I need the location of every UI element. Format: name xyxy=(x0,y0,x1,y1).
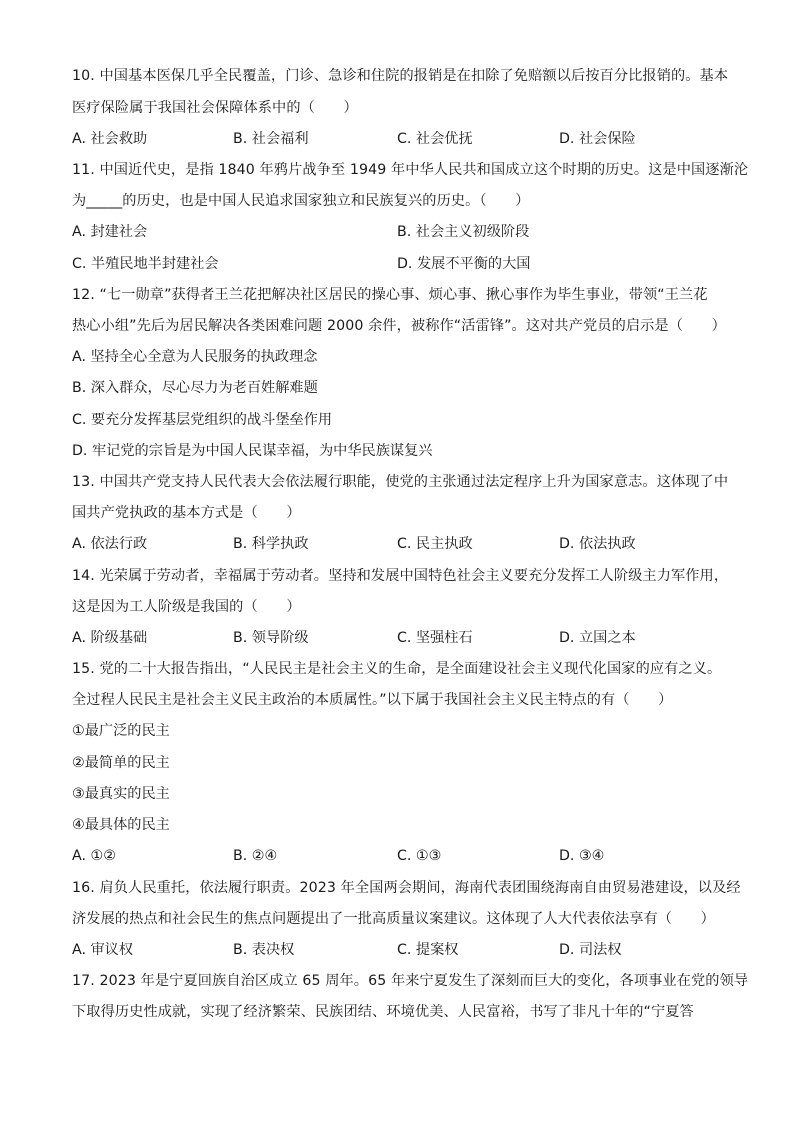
question-14-line-1: 14. 光荣属于劳动者，幸福属于劳动者。坚持和发展中国特色社会主义要充分发挥工人阶级主力军作用， xyxy=(72,568,729,584)
question-10-option-a: A. 社会救助 xyxy=(72,131,148,147)
question-16-option-d: D. 司法权 xyxy=(559,942,622,958)
question-15-statement-4: ④最具体的民主 xyxy=(72,817,170,833)
question-12-option-a: A. 坚持全心全意为人民服务的执政理念 xyxy=(72,349,318,365)
question-11-line-1: 11. 中国近代史，是指 1840 年鸦片战争至 1949 年中华人民共和国成立这个时期的历史。这是中国逐渐沦 xyxy=(72,162,749,178)
question-10-line-2: 医疗保险属于我国社会保障体系中的（ ） xyxy=(72,100,358,116)
question-14-option-d: D. 立国之本 xyxy=(559,630,636,646)
question-12-line-1: 12. “七一勋章”获得者王兰花把解决社区居民的操心事、烦心事、揪心事作为毕生事业，带领“王兰花 xyxy=(72,287,708,303)
question-15-option-b: B. ②④ xyxy=(233,848,278,864)
question-14-option-b: B. 领导阶级 xyxy=(233,630,309,646)
question-17-line-1: 17. 2023 年是宁夏回族自治区成立 65 周年。65 年来宁夏发生了深刻而巨大的变化，各项事业在党的领导 xyxy=(72,973,749,989)
question-11-option-a: A. 封建社会 xyxy=(72,224,148,240)
question-15-line-2: 全过程人民民主是社会主义民主政治的本质属性。”以下属于我国社会主义民主特点的有（ ） xyxy=(72,692,673,708)
question-10-option-b: B. 社会福利 xyxy=(233,131,309,147)
question-11-option-d: D. 发展不平衡的大国 xyxy=(397,256,531,272)
question-10-option-d: D. 社会保险 xyxy=(559,131,636,147)
question-11-option-c: C. 半殖民地半封建社会 xyxy=(72,256,219,272)
question-15-line-1: 15. 党的二十大报告指出，“人民民主是社会主义的生命，是全面建设社会主义现代化国家的应有之义。 xyxy=(72,661,722,677)
question-14-option-c: C. 坚强柱石 xyxy=(397,630,473,646)
question-17-line-2: 下取得历史性成就，实现了经济繁荣、民族团结、环境优美、人民富裕，书写了非凡十年的“宁夏答 xyxy=(72,1004,694,1020)
question-15-statement-1: ①最广泛的民主 xyxy=(72,723,170,739)
question-11-line-2: 为_____的历史，也是中国人民追求国家独立和民族复兴的历史。（ ） xyxy=(72,193,530,209)
question-13-option-a: A. 依法行政 xyxy=(72,536,148,552)
question-15-statement-2: ②最简单的民主 xyxy=(72,755,170,771)
question-13-line-1: 13. 中国共产党支持人民代表大会依法履行职能，使党的主张通过法定程序上升为国家意志。这体现了中 xyxy=(72,474,729,490)
question-15-option-d: D. ③④ xyxy=(559,848,605,864)
question-14-option-a: A. 阶级基础 xyxy=(72,630,148,646)
question-16-line-1: 16. 肩负人民重托，依法履行职责。2023 年全国两会期间，海南代表团围绕海南自由贸易港建设，以及经 xyxy=(72,880,741,896)
question-12-line-2: 热心小组”先后为居民解决各类困难问题 2000 余件，被称作“活雷锋”。这对共产党员的启示是（ ） xyxy=(72,318,726,334)
question-12-option-d: D. 牢记党的宗旨是为中国人民谋幸福，为中华民族谋复兴 xyxy=(72,443,433,459)
question-13-option-c: C. 民主执政 xyxy=(397,536,473,552)
question-10-option-c: C. 社会优抚 xyxy=(397,131,473,147)
question-13-option-d: D. 依法执政 xyxy=(559,536,636,552)
question-16-option-b: B. 表决权 xyxy=(233,942,295,958)
question-12-option-b: B. 深入群众，尽心尽力为老百姓解难题 xyxy=(72,380,318,396)
question-13-option-b: B. 科学执政 xyxy=(233,536,309,552)
question-13-line-2: 国共产党执政的基本方式是（ ） xyxy=(72,505,301,521)
question-15-option-c: C. ①③ xyxy=(397,848,442,864)
question-15-option-a: A. ①② xyxy=(72,848,116,864)
question-14-line-2: 这是因为工人阶级是我国的（ ） xyxy=(72,599,301,615)
question-16-line-2: 济发展的热点和社会民生的焦点问题提出了一批高质量议案建议。这体现了人大代表依法享有（ ） xyxy=(72,911,715,927)
question-15-statement-3: ③最真实的民主 xyxy=(72,786,170,802)
question-16-option-c: C. 提案权 xyxy=(397,942,459,958)
question-12-option-c: C. 要充分发挥基层党组织的战斗堡垒作用 xyxy=(72,412,333,428)
question-10-line-1: 10. 中国基本医保几乎全民覆盖，门诊、急诊和住院的报销是在扣除了免赔额以后按百分比报销的。基本 xyxy=(72,68,729,84)
question-11-option-b: B. 社会主义初级阶段 xyxy=(397,224,530,240)
question-16-option-a: A. 审议权 xyxy=(72,942,134,958)
